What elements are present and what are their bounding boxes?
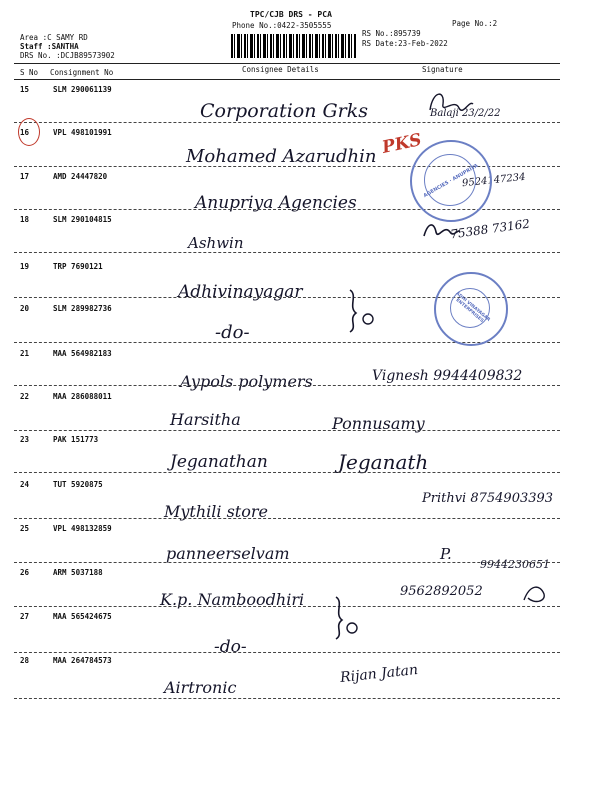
agency-stamp-text: AGENCIES · ANUPRIYA — [422, 162, 480, 200]
consignee-handwriting: Corporation Grks — [200, 100, 369, 122]
signature: Ponnusamy — [332, 414, 425, 433]
col-consignee-details: Consignee Details — [242, 65, 319, 74]
col-consignment: Consignment No — [50, 68, 114, 77]
consignee-handwriting: Ashwin — [188, 234, 244, 252]
consignee-handwriting: Mythili store — [164, 502, 268, 521]
rs-date: RS Date:23-Feb-2022 — [362, 39, 448, 48]
signature-squiggle — [420, 218, 460, 244]
signature-squiggle — [520, 580, 550, 606]
row-sno: 17 — [20, 172, 30, 181]
vinayagar-stamp-text: ADHI VINAYAGAR ENTERPRISES — [454, 291, 491, 324]
consignee-handwriting: Adhivinayagar — [178, 282, 303, 302]
vinayagar-stamp — [434, 272, 508, 346]
barcode — [231, 34, 356, 58]
row-sno: 18 — [20, 215, 30, 224]
signature: PKS — [380, 130, 424, 158]
row-divider — [14, 252, 560, 253]
row-consignment: MAA 564982183 — [53, 349, 112, 358]
row-consignment: TUT 5920875 — [53, 480, 103, 489]
row-divider — [14, 430, 560, 431]
consignee-handwriting: Mohamed Azarudhin — [186, 146, 377, 167]
signature: Prithvi 8754903393 — [422, 491, 554, 506]
consignee-handwriting: -do- — [215, 322, 250, 343]
row-consignment: SLM 289982736 — [53, 304, 112, 313]
signature: Balaji 23/2/22 — [430, 108, 501, 119]
signature: 75388 73162 — [449, 216, 531, 242]
row-consignment: SLM 290061139 — [53, 85, 112, 94]
signature-squiggle — [425, 88, 475, 118]
row-divider — [14, 518, 560, 519]
row-sno: 20 — [20, 304, 30, 313]
signature: Jeganath — [338, 450, 429, 474]
row-consignment: ARM 5037188 — [53, 568, 103, 577]
row-divider — [14, 606, 560, 607]
row-sno: 16 — [20, 128, 30, 137]
drs-number: DRS No. :DCJB89573902 — [20, 51, 115, 60]
row-sno: 21 — [20, 349, 30, 358]
row-divider — [14, 385, 560, 386]
row-divider — [14, 698, 560, 699]
row-consignment: MAA 264784573 — [53, 656, 112, 665]
signature: 9562892052 — [400, 584, 483, 599]
consignee-handwriting: Jeganathan — [170, 452, 268, 472]
row-sno: 28 — [20, 656, 30, 665]
row-consignment: AMD 24447820 — [53, 172, 108, 181]
row-sno: 27 — [20, 612, 30, 621]
row-sno: 24 — [20, 480, 30, 489]
row-sno: 22 — [20, 392, 30, 401]
agency-stamp — [410, 140, 492, 222]
row-sno: 26 — [20, 568, 30, 577]
signature: 9944230651 — [480, 558, 550, 571]
row-sno: 25 — [20, 524, 30, 533]
area-label: Area :C SAMY RD — [20, 33, 88, 42]
row-consignment: VPL 498101991 — [53, 128, 112, 137]
row-sno: 15 — [20, 85, 30, 94]
row-consignment: PAK 151773 — [53, 435, 99, 444]
signature-initial: P. — [440, 545, 452, 563]
row-divider — [14, 652, 560, 653]
col-sno: S No — [20, 68, 39, 77]
row-divider — [14, 562, 560, 563]
consignee-handwriting: Harsitha — [170, 410, 241, 429]
header-rule-bottom — [14, 79, 560, 80]
document-title: TPC/CJB DRS - PCA — [250, 10, 332, 19]
phone-number: Phone No.:0422-3505555 — [232, 21, 332, 30]
row-consignment: VPL 498132859 — [53, 524, 112, 533]
consignee-handwriting: Anupriya Agencies — [195, 193, 357, 213]
consignee-handwriting: -do- — [214, 637, 247, 657]
staff-label: Staff :SANTHA — [20, 42, 79, 51]
rs-number: RS No.:895739 — [362, 29, 421, 38]
row-consignment: TRP 7690121 — [53, 262, 103, 271]
header-rule-top — [14, 63, 560, 64]
bracket-mark — [340, 285, 380, 335]
row-consignment: MAA 565424675 — [53, 612, 112, 621]
row-divider — [14, 472, 560, 473]
col-signature: Signature — [422, 65, 463, 74]
consignee-handwriting: Aypols polymers — [180, 372, 313, 391]
row-sno: 19 — [20, 262, 30, 271]
row-divider — [14, 122, 560, 123]
signature: Vignesh 9944409832 — [372, 368, 523, 384]
signature: Rijan Jatan — [339, 661, 419, 687]
consignee-handwriting: K.p. Namboodhiri — [160, 590, 305, 609]
row-sno: 23 — [20, 435, 30, 444]
row-consignment: SLM 290104815 — [53, 215, 112, 224]
bracket-mark — [326, 592, 366, 642]
consignee-handwriting: panneerselvam — [166, 544, 290, 563]
consignee-handwriting: Airtronic — [164, 678, 237, 697]
signature: 9524147234 — [461, 171, 527, 190]
row-consignment: MAA 286088011 — [53, 392, 112, 401]
page-number: Page No.:2 — [452, 19, 498, 28]
